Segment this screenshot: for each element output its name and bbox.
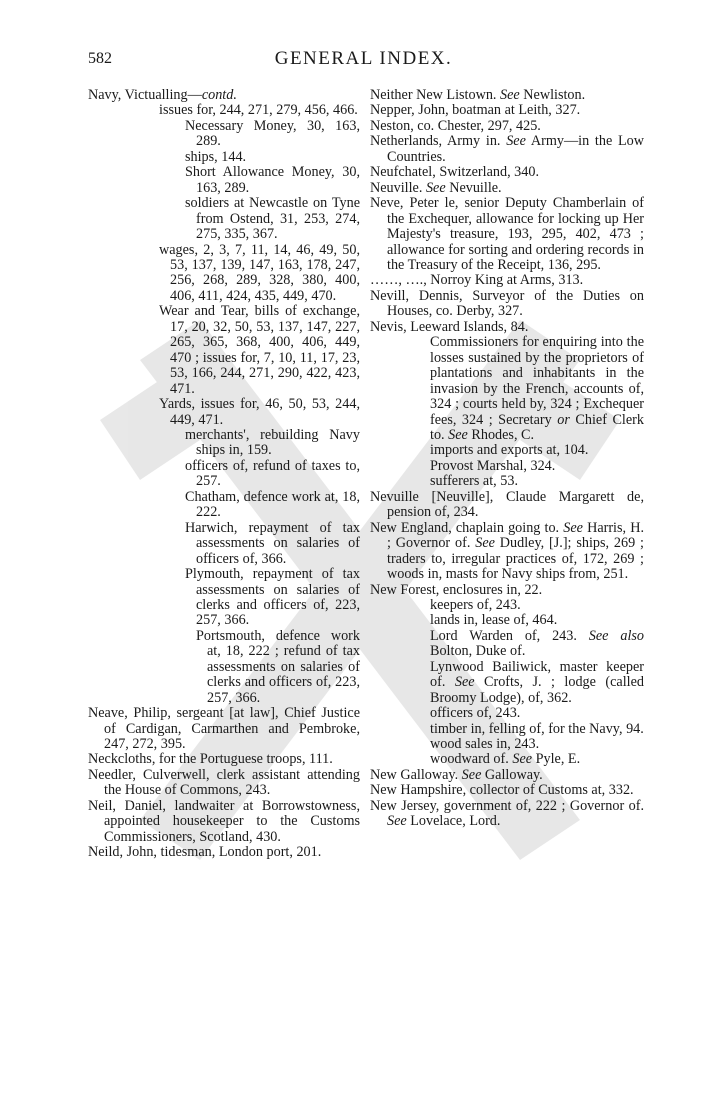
entry-text: Crofts, J. ; lodge (called Broomy Lodge), of, 362.	[430, 674, 645, 706]
entry-italic: contd.	[201, 87, 237, 103]
entry-text: Needler, Culverwell, clerk assistant attending the House of Commons, 243.	[88, 766, 360, 799]
entry-text: wages, 2, 3, 7, 11, 14, 46, 49, 50, 53, 137, 139, 147, 163, 178, 247, 256, 268, 289, 328, 380, 400, 406, 411, 424, 435, 449, 470.	[159, 241, 360, 304]
entry-text: Pyle, E.	[532, 751, 581, 768]
index-entry	[88, 304, 360, 397]
entry-text: woodward of.	[430, 751, 513, 768]
index-entry	[370, 165, 644, 180]
index-entry	[370, 474, 644, 489]
see-reference: See	[448, 426, 468, 443]
entry-text: Harwich, repayment of tax assessments on salaries of officers of, 366.	[185, 519, 360, 567]
entry-text: New England, chaplain going to.	[370, 519, 564, 536]
entry-text: Short Allowance Money, 30, 163, 289.	[185, 164, 360, 196]
entry-text: Necessary Money, 30, 163, 289.	[185, 117, 360, 150]
index-entry	[370, 490, 644, 521]
entry-text: merchants', rebuilding Navy ships in, 159.	[185, 426, 360, 459]
index-entry	[88, 490, 360, 521]
entry-text: Rhodes, C.	[467, 426, 535, 443]
entry-text: Army—in the Low Countries.	[387, 133, 644, 165]
entry-text: keepers of, 243.	[430, 596, 521, 613]
entry-text: Nevuille.	[445, 179, 502, 196]
entry-text: New Jersey, government of, 222 ; Governor of.	[370, 797, 644, 814]
entry-text: Neston, co. Chester, 297, 425.	[370, 117, 541, 134]
page-header	[0, 50, 727, 76]
see-reference: See also	[588, 627, 644, 644]
entry-text: Newliston.	[519, 87, 586, 103]
index-entry	[370, 799, 644, 830]
index-entry	[370, 320, 644, 335]
entry-text: Lord Warden of, 243.	[430, 627, 589, 644]
index-entry	[88, 768, 360, 799]
see-reference: See	[506, 133, 526, 150]
index-entry	[88, 119, 360, 150]
entry-text: Nevuille [Neuville], Claude Margarett de, pension of, 234.	[370, 488, 644, 521]
see-reference: See	[425, 179, 446, 196]
index-entry	[370, 583, 644, 598]
index-entry	[370, 660, 644, 706]
entry-text: New Galloway.	[370, 766, 462, 783]
index-entry	[370, 752, 644, 767]
see-reference: See	[512, 751, 533, 768]
index-entry	[370, 335, 644, 443]
index-entry	[88, 103, 360, 118]
entry-text: Plymouth, repayment of tax assessments on salaries of clerks and officers of, 223, 257, 366.	[185, 566, 360, 629]
index-entry	[370, 134, 644, 165]
index-entry	[370, 196, 644, 273]
entry-text: Neufchatel, Switzerland, 340.	[370, 164, 540, 181]
index-entry	[88, 521, 360, 567]
index-entry	[370, 521, 644, 583]
entry-text: Navy, Victualling—	[88, 87, 202, 103]
page-number: 582	[88, 50, 112, 67]
index-entry	[88, 706, 360, 752]
index-entry	[88, 243, 360, 305]
entry-text: Chatham, defence work at, 18, 222.	[185, 488, 360, 521]
index-entry	[88, 799, 360, 845]
index-entry	[370, 722, 644, 737]
index-entry	[370, 459, 644, 474]
index-entry	[88, 150, 360, 165]
entry-text: Neave, Philip, sergeant [at law], Chief Justice of Cardigan, Carmarthen and Pembroke, 247, 272, 395.	[88, 705, 360, 753]
entry-text: officers of, 243.	[430, 705, 521, 722]
entry-text: Lynwood Bailiwick, master keeper of.	[430, 658, 644, 691]
entry-text: imports and exports at, 104.	[430, 442, 589, 459]
entry-text: Galloway.	[481, 766, 543, 783]
entry-text: Neuville.	[370, 179, 426, 196]
entry-text: officers of, refund of taxes to, 257.	[185, 457, 360, 490]
entry-text: Neil, Daniel, landwaiter at Borrowstowness, appointed housekeeper to the Customs Commissioners, Scotland, 430.	[88, 797, 360, 845]
index-entry	[88, 88, 360, 103]
see-reference: See	[461, 766, 482, 783]
entry-text: Neckcloths, for the Portuguese troops, 111.	[88, 751, 333, 768]
index-entry	[370, 598, 644, 613]
entry-text: Wear and Tear, bills of exchange, 17, 20, 32, 50, 53, 137, 147, 227, 265, 365, 368, 400, 406, 449, 470 ; issues for, 7, 10, 11, 17, 23, 53, 166, 244, 271, 290, 422, 423, 471.	[159, 303, 360, 397]
entry-text: Neve, Peter le, senior Deputy Chamberlain of the Exchequer, allowance for locking up Her Majesty's treasure, 193, 295, 402, 473 ; allowance for sorting and ordering records in the Treasury of the Receipt, 136, 295.	[370, 195, 644, 273]
index-entry	[88, 845, 360, 860]
index-entry	[88, 428, 360, 459]
index-entry	[370, 783, 644, 798]
entry-text: Portsmouth, defence work at, 18, 222 ; refund of tax assessments on salaries of clerks and officers of, 223, 257, 366.	[196, 627, 360, 706]
index-entry	[88, 629, 360, 706]
index-entry	[370, 119, 644, 134]
index-entry	[88, 752, 360, 767]
entry-text: wood sales in, 243.	[430, 736, 540, 753]
entry-text: ships, 144.	[185, 148, 247, 165]
entry-text: timber in, felling of, for the Navy, 94.	[430, 720, 644, 737]
entry-text: Nevill, Dennis, Surveyor of the Duties on Houses, co. Derby, 327.	[370, 287, 644, 320]
index-entry	[370, 273, 644, 288]
index-entry	[370, 88, 644, 103]
entry-text: New Forest, enclosures in, 22.	[370, 581, 543, 598]
entry-text: soldiers at Newcastle on Tyne from Ostend, 31, 253, 274, 275, 335, 367.	[185, 195, 360, 243]
index-entry	[370, 613, 644, 628]
see-reference: or	[557, 411, 570, 428]
see-reference: See	[454, 674, 475, 691]
entry-text: Nevis, Leeward Islands, 84.	[370, 318, 529, 335]
index-entry	[370, 737, 644, 752]
entry-text: Dudley, [J.]; ships, 269 ; traders to, irregular practices of, 172, 269 ; woods in, masts for Navy ships from, 251.	[387, 535, 644, 583]
index-entry	[370, 443, 644, 458]
index-entry	[88, 165, 360, 196]
index-entry	[370, 181, 644, 196]
see-reference: See	[500, 87, 520, 103]
entry-text: sufferers at, 53.	[430, 473, 518, 490]
index-entry	[370, 289, 644, 320]
index-entry	[88, 397, 360, 428]
page-title: GENERAL INDEX.	[274, 48, 453, 69]
entry-text: Chief Clerk to.	[430, 411, 644, 443]
index-entry	[370, 706, 644, 721]
index-entry	[88, 196, 360, 242]
index-entry	[88, 567, 360, 629]
see-reference: See	[563, 519, 583, 536]
left-column	[88, 88, 360, 861]
index-entry	[88, 459, 360, 490]
index-entry	[370, 103, 644, 118]
entry-text: Neither New Listown.	[370, 87, 501, 103]
right-column	[370, 88, 644, 830]
entry-text: Provost Marshal, 324.	[430, 457, 556, 474]
entry-text: Harris, H. ; Governor of.	[387, 519, 644, 552]
index-entry	[370, 629, 644, 660]
see-reference: See	[387, 813, 407, 830]
entry-text: Bolton, Duke of.	[430, 643, 526, 660]
index-entry	[370, 768, 644, 783]
entry-text: Netherlands, Army in.	[370, 133, 507, 150]
entry-text: New Hampshire, collector of Customs at, 332.	[370, 782, 634, 799]
entry-text: Commissioners for enquiring into the losses sustained by the proprietors of plantations and inhabitants in the invasion by the French, accounts of, 324 ; courts held by, 324 ; Exchequer fees, 324 ; Secretary	[430, 334, 644, 428]
entry-text: lands in, lease of, 464.	[430, 612, 558, 629]
see-reference: See	[475, 535, 495, 552]
entry-text: Nepper, John, boatman at Leith, 327.	[370, 102, 581, 119]
entry-text: Yards, issues for, 46, 50, 53, 244, 449, 471.	[159, 396, 360, 428]
entry-text: Neild, John, tidesman, London port, 201.	[88, 844, 322, 861]
entry-text: issues for, 244, 271, 279, 456, 466.	[159, 102, 358, 119]
entry-text: Lovelace, Lord.	[406, 813, 501, 830]
entry-text: ……, …., Norroy King at Arms, 313.	[370, 272, 584, 289]
